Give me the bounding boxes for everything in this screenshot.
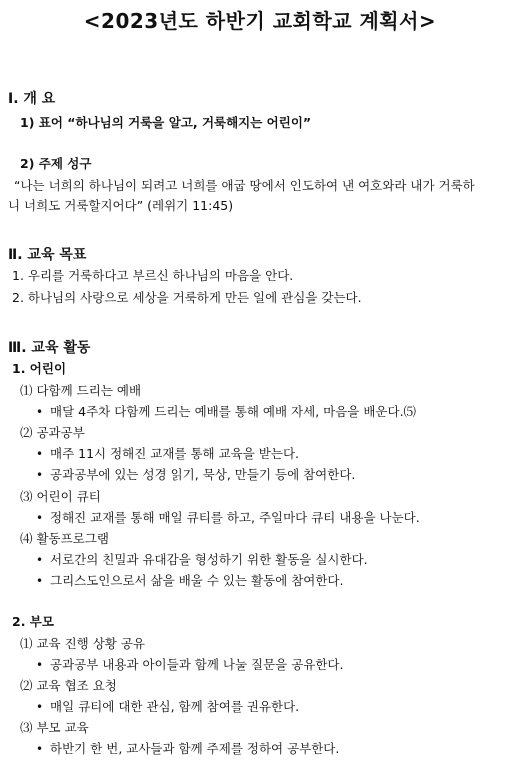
- parents-bullet: 공과공부 내용과 아이들과 함께 나눌 질문을 공유한다.: [50, 657, 344, 672]
- parents-bullet: 매일 큐티에 대한 관심, 함께 참여를 권유한다.: [50, 699, 300, 714]
- verse-label: 2) 주제 성구: [20, 156, 92, 171]
- goal-item: 1. 우리를 거룩하다고 부르신 하나님의 마음을 안다.: [12, 268, 294, 283]
- goal-item: 2. 하나님의 사랑으로 세상을 거룩하게 만든 일에 관심을 갖는다.: [12, 290, 362, 305]
- bullet-icon: •: [36, 405, 44, 419]
- motto: 1) 표어 “하나님의 거룩을 알고, 거룩해지는 어린이”: [20, 115, 312, 130]
- bullet-icon: •: [36, 511, 44, 525]
- bullet-icon: •: [36, 574, 44, 588]
- parents-item-heading: ⑵ 교육 협조 요청: [20, 678, 117, 693]
- parents-bullet: 하반기 한 번, 교사들과 함께 주제를 정하여 공부한다.: [50, 741, 340, 756]
- parents-label: 2. 부모: [12, 614, 54, 629]
- children-item-heading: ⑵ 공과공부: [20, 425, 85, 440]
- children-item-heading: ⑷ 활동프로그램: [20, 531, 109, 546]
- section-heading-activities: Ⅲ. 교육 활동: [8, 340, 91, 356]
- parents-item-heading: ⑴ 교육 진행 상황 공유: [20, 636, 145, 651]
- bullet-icon: •: [36, 742, 44, 756]
- verse-line-1: “나는 너희의 하나님이 되려고 너희를 애굽 땅에서 인도하여 낸 여호와라 내가 거룩하: [14, 178, 475, 193]
- children-bullet: 정해진 교재를 통해 매일 큐티를 하고, 주일마다 큐티 내용을 나눈다.: [50, 510, 420, 525]
- bullet-icon: •: [36, 468, 44, 482]
- bullet-icon: •: [36, 658, 44, 672]
- children-label: 1. 어린이: [12, 361, 67, 376]
- children-bullet: 공과공부에 있는 성경 읽기, 묵상, 만들기 등에 참여한다.: [50, 467, 356, 482]
- bullet-icon: •: [36, 447, 44, 461]
- bullet-icon: •: [36, 700, 44, 714]
- verse-line-2: 니 너희도 거룩할지어다” (레위기 11:45): [8, 198, 234, 213]
- children-bullet: 그리스도인으로서 삶을 배울 수 있는 활동에 참여한다.: [50, 573, 344, 588]
- children-bullet: 서로간의 친밀과 유대감을 형성하기 위한 활동을 실시한다.: [50, 552, 368, 567]
- children-item-heading: ⑴ 다함께 드리는 예배: [20, 383, 142, 398]
- bullet-icon: •: [36, 553, 44, 567]
- section-heading-goals: Ⅱ. 교육 목표: [8, 247, 87, 263]
- children-bullet: 매주 11시 정해진 교재를 통해 교육을 받는다.: [50, 446, 299, 461]
- document-title: <2023년도 하반기 교회학교 계획서>: [83, 9, 437, 33]
- children-item-heading: ⑶ 어린이 큐티: [20, 489, 101, 504]
- parents-item-heading: ⑶ 부모 교육: [20, 720, 89, 735]
- children-bullet: 매달 4주차 다함께 드리는 예배를 통해 예배 자세, 마음을 배운다.⑸: [50, 404, 417, 419]
- section-heading-overview: Ⅰ. 개 요: [8, 91, 56, 107]
